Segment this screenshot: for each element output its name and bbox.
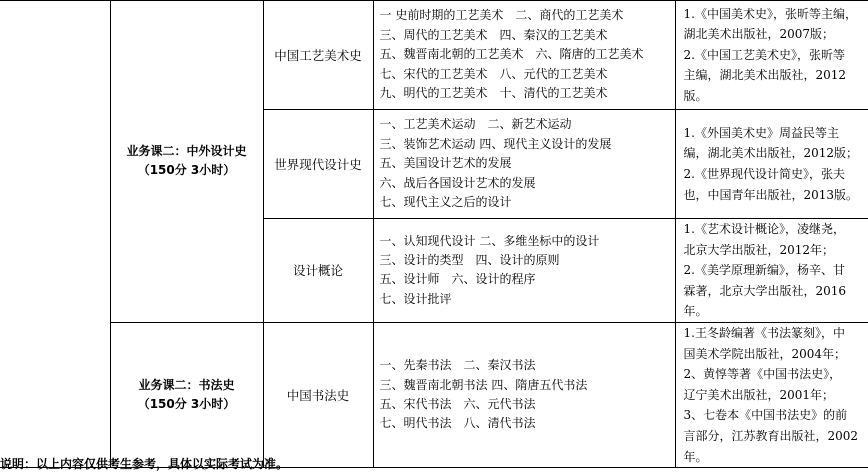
content-line: 六、战后各国设计艺术的发展	[379, 175, 536, 190]
reference-line: 辽宁美术出版社，2001年；	[683, 387, 835, 402]
course-detail: （150分 3小时）	[137, 163, 236, 178]
subject-references	[675, 110, 868, 219]
subject-references	[675, 219, 868, 323]
content-line: 一、先秦书法 二、秦汉书法	[379, 358, 536, 373]
reference-line: 国美术学院出版社，2004年；	[683, 346, 847, 361]
content-line: 七、现代主义之后的设计	[379, 195, 512, 210]
reference-line: 言部分，江苏教育出版社，2002	[683, 428, 859, 443]
course-detail: （150分 3小时）	[137, 397, 236, 412]
content-line: 五、魏晋南北朝的工艺美术 六、隋唐的工艺美术	[379, 47, 644, 62]
reference-line: 3、七卷本《中国书法史》的前	[683, 408, 848, 423]
reference-line: 2、黄惇等著《中国书法史》，	[683, 367, 842, 382]
reference-line: 霖著，北京大学出版社，2016	[683, 283, 847, 298]
footnote: 说明：以上内容仅供考生参考，具体以实际考试为准。	[0, 457, 289, 471]
content-line: 三、周代的工艺美术 四、秦汉的工艺美术	[379, 27, 608, 42]
content-line: 九、明代的工艺美术 十、清代的工艺美术	[379, 86, 608, 101]
reference-line: 版。	[683, 88, 708, 103]
course-cell	[110, 322, 263, 467]
subject-title: 中国书法史	[263, 322, 373, 467]
subject-contents	[373, 1, 675, 110]
reference-line: 编，湖北美术出版社，2012版；	[683, 146, 859, 161]
subject-title: 世界现代设计史	[263, 110, 373, 219]
reference-line: 也，中国青年出版社，2013版。	[683, 187, 859, 202]
content-line: 三、装饰艺术运动 四、现代主义设计的发展	[379, 136, 612, 151]
content-line: 五、设计师 六、设计的程序	[379, 272, 536, 287]
course-name: 业务课二：书法史	[138, 378, 235, 393]
reference-line: 年。	[683, 449, 708, 464]
subject-references	[675, 1, 868, 110]
course-cell	[110, 1, 263, 323]
course-name: 业务课二：中外设计史	[126, 144, 247, 159]
table-row	[0, 322, 868, 467]
subject-contents	[373, 110, 675, 219]
reference-line: 1.王冬龄编著《书法篆刻》，中	[683, 325, 845, 340]
subject-contents	[373, 219, 675, 323]
content-line: 一、认知现代设计 二、多维坐标中的设计	[379, 233, 600, 248]
blank-first-column	[0, 1, 110, 468]
content-line: 七、设计批评	[379, 291, 452, 306]
subject-title: 设计概论	[263, 219, 373, 323]
reference-line: 2.《美学原理新编》，杨辛、甘	[683, 263, 845, 278]
content-line: 三、魏晋南北朝书法 四、隋唐五代书法	[379, 377, 588, 392]
subject-contents	[373, 322, 675, 467]
content-line: 一、工艺美术运动 二、新艺术运动	[379, 117, 572, 132]
reference-line: 北京大学出版社，2012年；	[683, 242, 835, 257]
content-line: 七、明代书法 八、清代书法	[379, 416, 536, 431]
reference-line: 2.《中国工艺美术史》，张昕等	[683, 47, 845, 62]
reference-line: 湖北美术出版社，2007版；	[683, 27, 835, 42]
reference-line: 1.《外国美术史》周益民等主	[683, 125, 839, 140]
reference-line: 主编，湖北美术出版社，2012	[683, 68, 847, 83]
reference-line: 1.《中国美术史》，张昕等主编，	[683, 6, 857, 21]
subject-title: 中国工艺美术史	[263, 1, 373, 110]
reference-line: 2.《世界现代设计简史》，张夫	[683, 167, 845, 181]
reference-line: 年。	[683, 304, 708, 319]
reference-line: 1.《艺术设计概论》，凌继尧，	[683, 222, 845, 236]
content-line: 五、美国设计艺术的发展	[379, 156, 512, 171]
content-line: 三、设计的类型 四、设计的原则	[379, 253, 560, 268]
table-row	[0, 1, 868, 110]
content-line: 一 史前时期的工艺美术 二、商代的工艺美术	[379, 8, 624, 23]
subject-references	[675, 322, 868, 467]
content-line: 七、宋代的工艺美术 八、元代的工艺美术	[379, 66, 608, 81]
content-line: 五、宋代书法 六、元代书法	[379, 397, 536, 412]
